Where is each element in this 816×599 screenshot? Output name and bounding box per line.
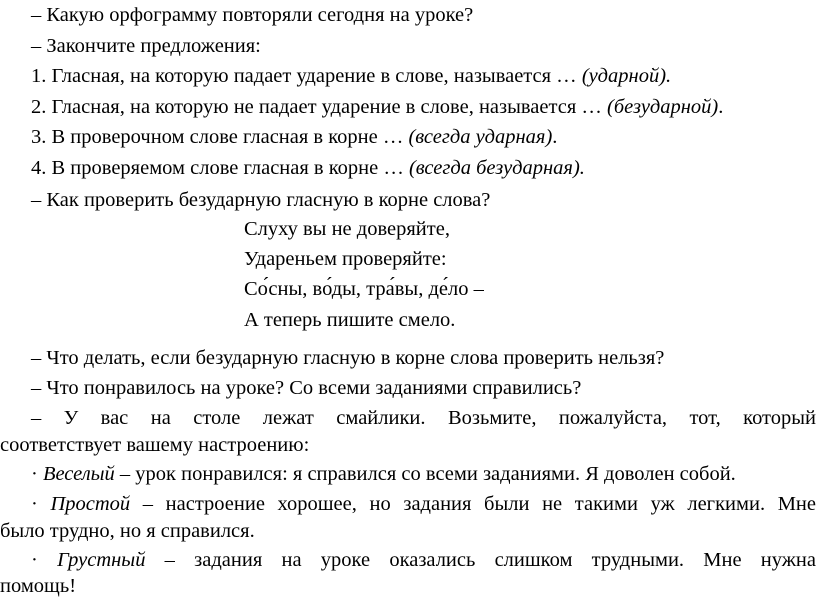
- smileys-paragraph-line-2: соответствует вашему настроению:: [0, 434, 310, 456]
- sentence-1-answer: (ударной): [581, 65, 667, 87]
- poem-line-4: А теперь пишите смело.: [244, 309, 456, 331]
- sentence-4-answer: (всегда безударная): [408, 157, 580, 179]
- bullet-icon: ·: [31, 549, 58, 571]
- mood-simple-name: Простой: [50, 493, 131, 515]
- sentence-1-end: .: [666, 65, 672, 87]
- mood-simple: [0, 491, 816, 517]
- mood-cheerful: [0, 461, 816, 487]
- mood-sad-name: Грустный: [57, 549, 146, 571]
- poem-line-1: Слуху вы не доверяйте,: [244, 218, 450, 240]
- sentence-1-text: 1. Гласная, на которую падает ударение в слове, называется …: [31, 65, 582, 87]
- question-liked: – Что понравилось на уроке? Со всеми заданиями справились?: [31, 377, 582, 399]
- mood-simple-continued: было трудно, но я справился.: [0, 520, 255, 542]
- poem-line-3: Со́сны, во́ды, тра́вы, де́ло –: [244, 278, 484, 300]
- sentence-2-answer: (безударной): [607, 96, 719, 118]
- mood-sad-text: – задания на уроке оказались слишком трудными. Мне нужна: [145, 549, 816, 571]
- question-check-vowel: – Как проверить безударную гласную в корне слова?: [31, 189, 491, 211]
- poem-line-2: Удареньем проверяйте:: [244, 248, 447, 270]
- sentence-3-text: 3. В проверочном слове гласная в корне …: [31, 126, 409, 148]
- sentence-3-end: .: [552, 126, 558, 148]
- question-orthogram: – Какую орфограмму повторяли сегодня на уроке?: [31, 4, 474, 26]
- question-cannot-check: – Что делать, если безударную гласную в корне слова проверить нельзя?: [31, 347, 665, 369]
- mood-sad-continued: помощь!: [0, 575, 77, 597]
- mood-simple-text: – настроение хорошее, но задания были не такими уж легкими. Мне: [130, 493, 816, 515]
- bullet-icon: ·: [31, 493, 51, 515]
- sentence-1: [0, 63, 816, 89]
- sentence-3: [0, 124, 816, 150]
- mood-cheerful-text: – урок понравился: я справился со всеми заданиями. Я доволен собой.: [114, 463, 736, 485]
- sentence-4: [0, 155, 816, 181]
- instruction-finish-sentences: – Закончите предложения:: [31, 35, 261, 57]
- mood-cheerful-name: Веселый: [42, 463, 115, 485]
- smileys-paragraph-line-1: – У вас на столе лежат смайлики. Возьмите, пожалуйста, тот, который: [31, 407, 816, 429]
- sentence-2: [0, 94, 816, 120]
- mood-sad: [0, 547, 816, 573]
- sentence-4-end: .: [579, 157, 585, 179]
- sentence-2-text: 2. Гласная, на которую не падает ударение в слове, называется …: [31, 96, 607, 118]
- sentence-2-end: .: [718, 96, 724, 118]
- bullet-icon: ·: [31, 463, 43, 485]
- sentence-3-answer: (всегда ударная): [408, 126, 553, 148]
- sentence-4-text: 4. В проверяемом слове гласная в корне …: [31, 157, 409, 179]
